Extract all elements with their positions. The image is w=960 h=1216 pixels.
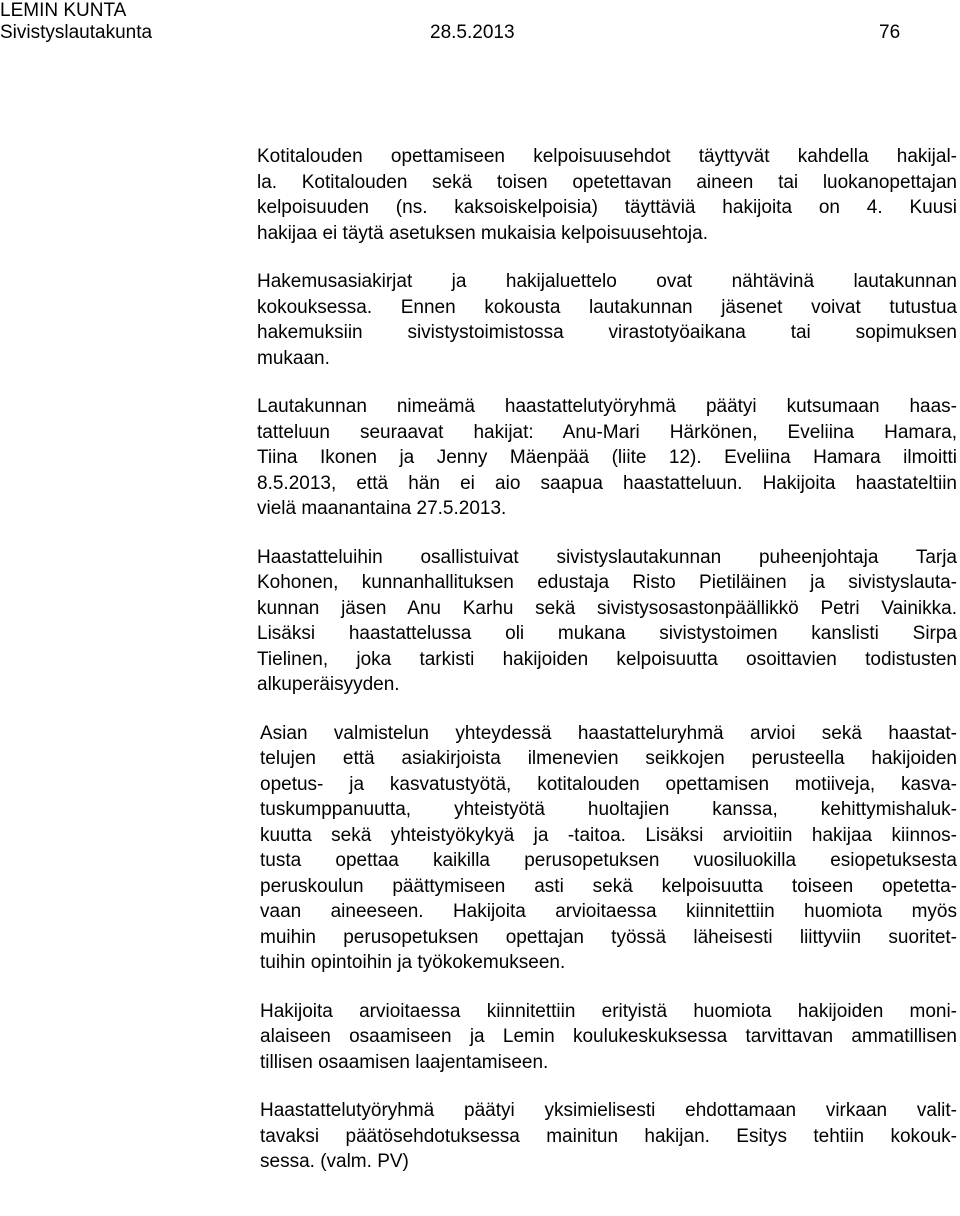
- text-line: tillisen osaamisen laajentamiseen.: [260, 1051, 549, 1073]
- text-line: hakijaa ei täytä asetuksen mukaisia kelpoisuusehtoja.: [257, 222, 708, 244]
- text-line: tuihin opintoihin ja työkokemukseen.: [260, 952, 566, 973]
- text-line: la. Kotitalouden sekä toisen opetettavan aineen tai luokanopettajan: [257, 171, 957, 193]
- text-line: muihin perusopetuksen opettajan työssä läheisesti liittyviin suoritet-: [260, 926, 957, 948]
- text-line: Lautakunnan nimeämä haastattelutyöryhmä päätyi kutsumaan haas-: [257, 396, 957, 417]
- text-line: Lisäksi haastattelussa oli mukana sivistystoimen kanslisti Sirpa: [257, 623, 957, 644]
- text-line: tatteluun seuraavat hakijat: Anu-Mari Härkönen, Eveliina Hamara,: [257, 421, 957, 443]
- organization-name: LEMIN KUNTA: [0, 0, 127, 21]
- text-line: Asian valmistelun yhteydessä haastatteluryhmä arvioi sekä haastat-: [260, 722, 957, 744]
- text-line: Kohonen, kunnanhallituksen edustaja Risto Pietiläinen ja sivistyslauta-: [257, 572, 957, 593]
- document-header: [0, 0, 960, 44]
- text-line: alkuperäisyyden.: [257, 674, 400, 695]
- text-line: kokouksessa. Ennen kokousta lautakunnan jäsenet voivat tutustua: [257, 296, 957, 318]
- text-line: alaiseen osaamiseen ja Lemin koulukeskuksessa tarvittavan ammatillisen: [260, 1026, 957, 1047]
- text-line: opetus- ja kasvatustyötä, kotitalouden opettamisen motiiveja, kasva-: [260, 773, 957, 795]
- paragraph-interview-participants: [257, 545, 957, 698]
- paragraph-special-attention: [257, 999, 957, 1076]
- text-line: peruskoulun päättymiseen asti sekä kelpoisuutta toiseen opetetta-: [260, 875, 957, 897]
- paragraph-evaluation-criteria: [257, 721, 957, 976]
- text-line: kuutta sekä yhteistyökykyä ja -taitoa. Lisäksi arvioitiin hakijaa kiinnos-: [260, 824, 957, 846]
- text-line: telujen että asiakirjoista ilmenevien seikkojen perusteella hakijoiden: [260, 748, 957, 769]
- text-line: Tiina Ikonen ja Jenny Mäenpää (liite 12). Eveliina Hamara ilmoitti: [257, 447, 957, 468]
- paragraph-interview-invitations: [257, 394, 957, 522]
- text-line: Hakijoita arvioitaessa kiinnitettiin erityistä huomiota hakijoiden moni-: [260, 1000, 957, 1022]
- header-line-1: [0, 0, 960, 22]
- text-line: sessa. (valm. PV): [260, 1151, 409, 1172]
- text-line: tavaksi päätösehdotuksessa mainitun hakijan. Esitys tehtiin kokouk-: [260, 1125, 957, 1147]
- text-line: Kotitalouden opettamiseen kelpoisuusehdot täyttyvät kahdella hakijal-: [257, 146, 957, 167]
- header-line-2: [0, 22, 960, 44]
- text-line: tusta opettaa kaikilla perusopetuksen vuosiluokilla esiopetuksesta: [260, 850, 957, 871]
- text-line: vaan aineeseen. Hakijoita arvioitaessa kiinnitettiin huomiota myös: [260, 901, 957, 922]
- text-line: tuskumppanuutta, yhteistyötä huoltajien kanssa, kehittymishaluk-: [260, 799, 957, 820]
- text-line: kunnan jäsen Anu Karhu sekä sivistysosastonpäällikkö Petri Vainikka.: [257, 597, 957, 619]
- text-line: vielä maanantaina 27.5.2013.: [257, 498, 507, 519]
- text-line: kelpoisuuden (ns. kaksoiskelpoisia) täyttäviä hakijoita on 4. Kuusi: [257, 197, 957, 218]
- paragraph-qualifications: [257, 144, 957, 246]
- committee-name: Sivistyslautakunta: [0, 22, 153, 43]
- paragraph-proposal: [257, 1098, 957, 1175]
- text-line: Tielinen, joka tarkisti hakijoiden kelpoisuutta osoittavien todistusten: [257, 648, 957, 670]
- text-line: hakemuksiin sivistystoimistossa virastotyöaikana tai sopimuksen: [257, 322, 957, 343]
- text-line: Hakemusasiakirjat ja hakijaluettelo ovat nähtävinä lautakunnan: [257, 271, 957, 292]
- text-line: mukaan.: [257, 347, 330, 369]
- meeting-date: 28.5.2013: [430, 22, 515, 43]
- page-number: 76: [879, 22, 901, 43]
- text-line: 8.5.2013, että hän ei aio saapua haastatteluun. Hakijoita haastateltiin: [257, 472, 957, 494]
- document-body: [257, 144, 957, 1198]
- text-line: Haastattelutyöryhmä päätyi yksimielisesti ehdottamaan virkaan valit-: [260, 1100, 957, 1121]
- paragraph-documents: [257, 269, 957, 371]
- text-line: Haastatteluihin osallistuivat sivistyslautakunnan puheenjohtaja Tarja: [257, 546, 957, 568]
